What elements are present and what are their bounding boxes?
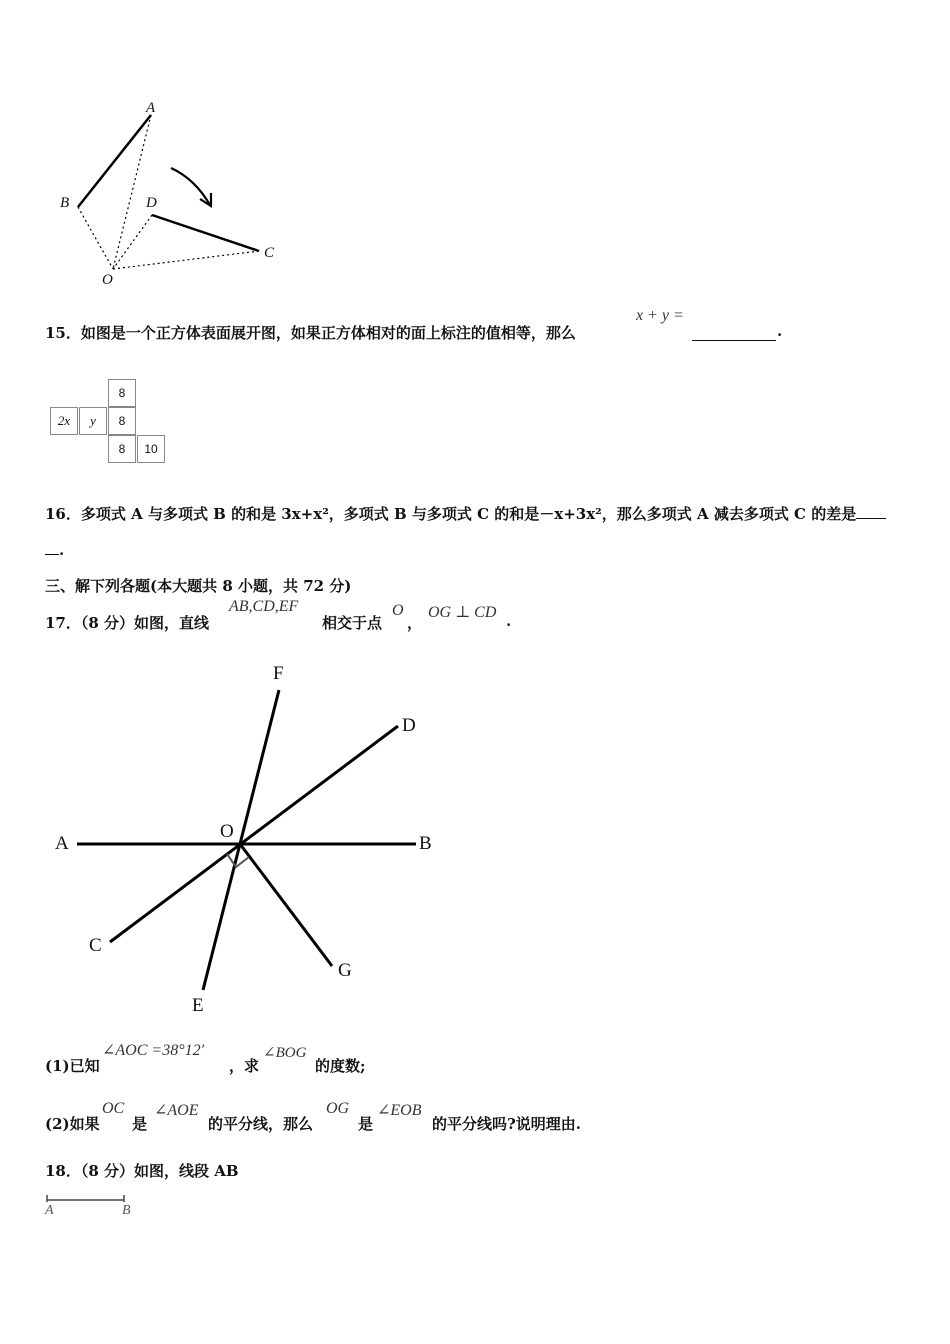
fig17-label-g: G: [338, 960, 352, 981]
fig17-label-e: E: [192, 995, 204, 1016]
q17-comma: ，: [407, 614, 423, 632]
q17-part1-mid: ，求: [229, 1057, 260, 1075]
net-cell-bottom: 8: [108, 435, 136, 463]
q15-number: 15．: [45, 324, 81, 342]
net-cell-middle: 8: [108, 407, 136, 435]
net-cell-y: y: [79, 407, 107, 435]
fig17-label-f: F: [273, 663, 284, 684]
question-15: [45, 322, 576, 343]
rotation-diagram: [40, 95, 300, 295]
q17-perp: OG ⊥ CD: [428, 604, 497, 621]
q16-text: 16．多项式 A 与多项式 B 的和是 3x+x²，多项式 B 与多项式 C 的和是－x+3x²，那么多项式 A 减去多项式 C 的差是: [45, 505, 857, 523]
net-cell-top: 8: [108, 379, 136, 407]
q16-answer-blank-cont[interactable]: [45, 540, 59, 555]
q17-part2-end: 的平分线吗?说明理由.: [432, 1115, 582, 1133]
question-18: 18．（8 分）如图，线段 AB: [45, 1162, 239, 1180]
q17-mid: 相交于点: [322, 614, 383, 632]
fig17-label-a: A: [55, 833, 69, 854]
q17-part2-is1: 是: [132, 1115, 148, 1133]
q15-text: 如图是一个正方体表面展开图，如果正方体相对的面上标注的值相等，那么: [80, 324, 576, 342]
section-3-title: 三、解下列各题(本大题共 8 小题，共 72 分): [45, 577, 352, 595]
segment-label-a: A: [45, 1203, 54, 1218]
q15-expression: x + y =: [636, 307, 684, 324]
q17-part2-ray2: OG: [326, 1100, 350, 1117]
q17-prefix: 17．（8 分）如图，直线: [45, 614, 210, 632]
q17-part1-target: ∠BOG: [263, 1045, 307, 1061]
fig17-label-b: B: [419, 833, 432, 854]
q17-part2-ray1: OC: [102, 1100, 125, 1117]
segment-label-b: B: [122, 1203, 131, 1218]
q16-line2: [45, 540, 64, 559]
q16-end: .: [59, 541, 65, 559]
fig17-label-c: C: [89, 935, 102, 956]
fig17-label-o: O: [220, 821, 234, 842]
q17-part1-given: ∠AOC =38°12′: [102, 1042, 205, 1059]
figure-intersecting-lines: [40, 655, 460, 1025]
q17-part2-mid: 的平分线，那么: [208, 1115, 314, 1133]
point-label-c: C: [264, 245, 275, 261]
q17-lines: AB,CD,EF: [229, 598, 299, 615]
q17-part2-prefix: (2)如果: [45, 1115, 100, 1133]
q16-answer-blank[interactable]: [856, 504, 886, 519]
point-label-o: O: [102, 272, 113, 288]
net-cell-2x: 2x: [50, 407, 78, 435]
point-label-b: B: [60, 195, 70, 211]
point-label-d: D: [146, 195, 157, 211]
cube-net: [50, 379, 170, 469]
figure-segment-ab: [44, 1190, 144, 1224]
q17-part1-end: 的度数;: [315, 1057, 366, 1075]
figure-rotation: [40, 95, 300, 295]
q17-part2-is2: 是: [358, 1115, 374, 1133]
q17-part2-angle1: ∠AOE: [154, 1102, 199, 1119]
q15-answer-blank[interactable]: [692, 326, 776, 341]
lines-diagram: [40, 655, 460, 1025]
net-cell-10: 10: [137, 435, 165, 463]
point-label-a: A: [146, 100, 156, 116]
q17-part1-prefix: (1)已知: [45, 1057, 100, 1075]
question-16: [45, 503, 886, 524]
q17-point: O: [392, 602, 404, 619]
q17-end: .: [506, 612, 512, 630]
q15-end: .: [777, 322, 783, 340]
fig17-label-d: D: [402, 715, 416, 736]
q17-part2-angle2: ∠EOB: [377, 1102, 422, 1119]
